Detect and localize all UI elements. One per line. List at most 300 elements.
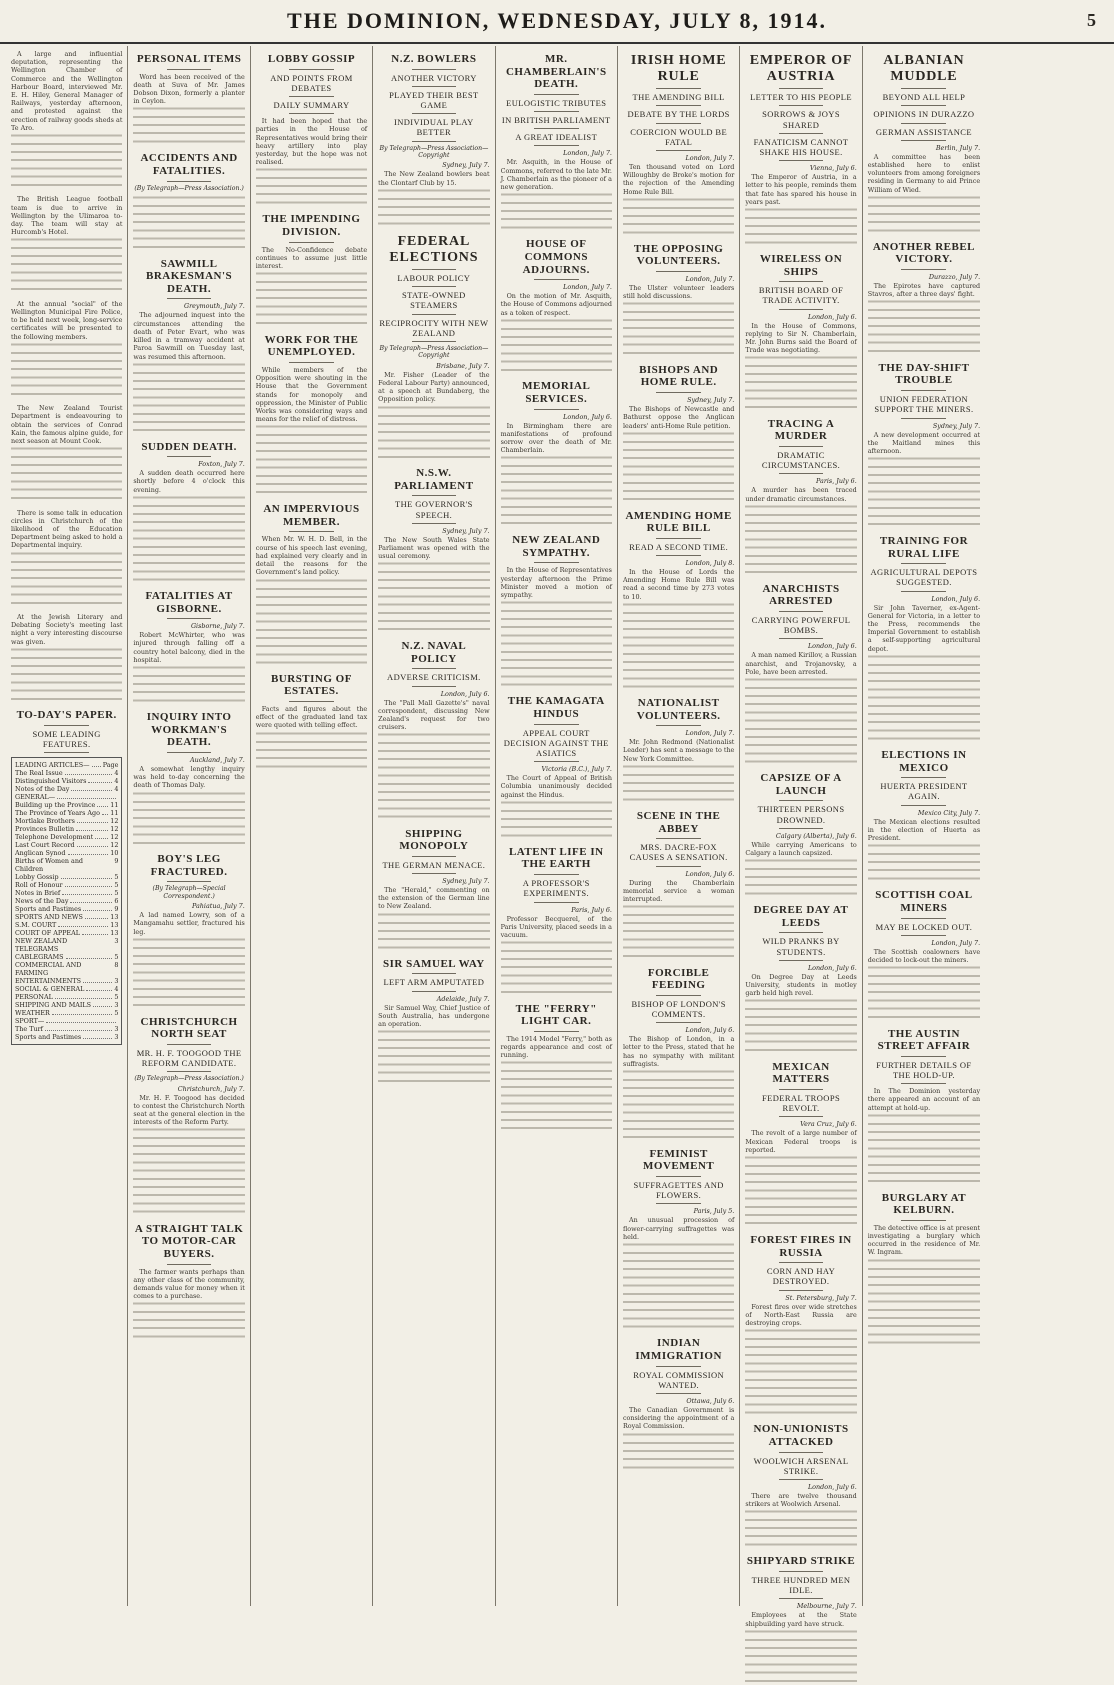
headline-rule xyxy=(289,69,334,70)
headline-rule xyxy=(901,1056,946,1057)
index-label: SHIPPING AND MAILS xyxy=(15,1001,91,1010)
subheadline-rule xyxy=(534,145,579,146)
column-1 xyxy=(6,46,128,1606)
index-page: 11 xyxy=(110,801,119,810)
headline-rule xyxy=(779,1089,824,1090)
index-label: Roll of Honour xyxy=(15,881,63,890)
story-headline: NEW ZEALAND SYMPATHY. xyxy=(512,534,601,559)
story-body: Mr. Fisher (Leader of the Federal Labour Party) announced, at a speech at Bundaberg, the Opposition policy. xyxy=(378,370,490,404)
subheadline-rule xyxy=(656,105,701,106)
headline-rule xyxy=(779,446,824,447)
story-headline: ELECTIONS IN MEXICO xyxy=(881,748,967,774)
index-label: NEW ZEALAND TELEGRAMS xyxy=(15,937,68,954)
story-body: The revolt of a large number of Mexican Federal troops is reported. xyxy=(745,1129,857,1154)
continued-text xyxy=(133,790,244,847)
index-leader xyxy=(88,777,112,783)
headline-rule xyxy=(779,932,824,933)
news-story xyxy=(501,695,612,839)
story-dateline: London, July 6. xyxy=(807,1483,857,1491)
subheadline-rule xyxy=(412,286,457,287)
subheadline-rule xyxy=(901,140,946,141)
story-dateline: London, July 7. xyxy=(563,283,612,292)
subheadline-rule xyxy=(656,1203,701,1204)
index-page: 4 xyxy=(114,777,119,786)
index-label: Provinces Bulletin xyxy=(15,825,75,834)
index-leader xyxy=(52,1009,113,1015)
continued-text xyxy=(256,730,367,771)
story-headline: SCENE IN THE ABBEY xyxy=(636,809,721,835)
headline-rule xyxy=(534,1031,579,1032)
story-dateline: Melbourne, July 7. xyxy=(796,1602,857,1611)
story-subheadline: ADVERSE CRITICISM. xyxy=(387,672,481,683)
news-story xyxy=(133,590,244,705)
headline-rule xyxy=(534,562,579,563)
index-leader xyxy=(62,889,112,895)
story-headline: N.Z. BOWLERS xyxy=(391,53,477,65)
story-headline: INQUIRY INTO WORKMAN'S DEATH. xyxy=(146,711,232,749)
story-headline: AMENDING HOME RULE BILL xyxy=(625,509,732,535)
headline-rule xyxy=(779,88,824,89)
index-row xyxy=(15,1025,118,1033)
continued-text xyxy=(133,494,244,584)
story-body: In Birmingham there are manifestations of profound sorrow over the death of Mr. Chamberlain. xyxy=(500,421,612,455)
continued-text xyxy=(256,166,367,207)
story-body: On the motion of Mr. Asquith, the House of Commons adjourned as a token of respect. xyxy=(500,292,612,317)
index-label: Telephone Development xyxy=(15,833,94,842)
index-page: 8 xyxy=(114,961,119,970)
index-label: The Real Issue xyxy=(15,769,63,778)
column-6 xyxy=(618,46,740,1606)
subheadline-rule xyxy=(901,105,946,106)
index-leader xyxy=(86,985,112,991)
subheadline-rule xyxy=(656,123,701,124)
continued-text xyxy=(11,236,122,293)
index-leader xyxy=(45,1025,112,1031)
story-body: The Scottish coalowners have decided to lock-out the miners. xyxy=(867,947,981,964)
index-row xyxy=(15,873,118,881)
index-label: Mortlake Brothers xyxy=(15,817,75,826)
news-story xyxy=(133,711,244,847)
story-subheadline: BRITISH BOARD OF TRADE ACTIVITY. xyxy=(758,285,844,306)
index-page: 10 xyxy=(110,849,119,858)
story-dateline: Paris, July 6. xyxy=(571,905,612,914)
story-subheadline: LEFT ARM AMPUTATED xyxy=(383,977,485,988)
column-7 xyxy=(740,46,862,1628)
headline-rule xyxy=(412,269,457,270)
story-body: The Mexican elections resulted in the election of Huerta as President. xyxy=(867,817,981,843)
continued-text xyxy=(11,341,122,398)
story-dateline: Vera Cruz, July 6. xyxy=(800,1120,857,1129)
subheadline-rule xyxy=(656,1022,701,1023)
story-headline: THE "FERRY" LIGHT CAR. xyxy=(515,1002,597,1028)
story-body: A sudden death occurred here shortly before 4 o'clock this evening. xyxy=(133,469,245,494)
index-label: Building up the Province xyxy=(15,801,96,810)
index-row xyxy=(15,1017,118,1025)
story-subheadline: A PROFESSOR'S EXPERIMENTS. xyxy=(522,878,590,899)
story-body: Sir John Taverner, ex-Agent-General for Victoria, in a letter to the Press, recommends the Imperial Government to establish a self-supporting agricultural depot. xyxy=(867,603,981,653)
headline-rule xyxy=(779,1262,824,1263)
subheadline-rule xyxy=(901,1083,946,1084)
continued-text xyxy=(623,430,734,504)
story-dateline: London, July 6. xyxy=(563,412,612,421)
continued-text xyxy=(745,354,856,411)
subheadline-rule xyxy=(779,473,824,474)
continued-text xyxy=(501,799,612,840)
continued-text xyxy=(623,1431,734,1472)
story-subheadline: THE GOVERNOR'S SPEECH. xyxy=(395,499,473,520)
subheadline-rule xyxy=(412,686,457,687)
subheadline-rule xyxy=(779,1290,824,1291)
subheadline-rule xyxy=(779,638,824,639)
story-dateline: Calgary (Alberta), July 6. xyxy=(775,831,857,840)
subheadline-rule xyxy=(656,555,701,556)
story-headline: NON-UNIONISTS ATTACKED xyxy=(753,1423,849,1448)
subheadline-rule xyxy=(412,523,457,524)
story-subheadline: MRS. DACRE-FOX CAUSES A SENSATION. xyxy=(629,842,728,863)
continued-text xyxy=(745,1628,856,1685)
story-body: A new development occurred at the Maitland mines this afternoon. xyxy=(867,430,981,455)
story-body: During the Chamberlain memorial service a woman interrupted. xyxy=(622,878,735,903)
index-page: 3 xyxy=(114,1001,119,1010)
story-subheadline: FURTHER DETAILS OF THE HOLD-UP. xyxy=(876,1059,972,1080)
subheadline-rule xyxy=(412,141,457,142)
continued-text xyxy=(378,1028,489,1085)
news-story xyxy=(623,243,734,358)
press-credit: (By Telegraph—Press Association.) xyxy=(134,1075,244,1083)
headline-rule xyxy=(656,725,701,726)
subheadline-rule xyxy=(289,96,334,97)
story-dateline: Christchurch, July 7. xyxy=(177,1084,245,1093)
story-body: There is some talk in education circles in Christchurch of the likelihood of the Education Department being asked to hold a Departmental inquiry. xyxy=(11,508,123,550)
headline-rule xyxy=(901,88,946,89)
story-dateline: London, July 6. xyxy=(807,642,857,651)
continued-text xyxy=(11,445,122,502)
index-row xyxy=(15,841,118,849)
index-page: 4 xyxy=(114,985,119,994)
news-story xyxy=(256,673,367,771)
subheadline-rule xyxy=(901,123,946,124)
story-dateline: Paris, July 5. xyxy=(693,1207,735,1216)
headline-rule xyxy=(534,724,579,725)
story-body: Mr. H. F. Toogood has decided to contest the Christchurch North seat at the general election in the interests of the Reform Party. xyxy=(133,1093,245,1127)
index-page: 13 xyxy=(110,921,119,930)
index-label: LEADING ARTICLES— xyxy=(15,761,90,770)
story-subheadline: UNION FEDERATION SUPPORT THE MINERS. xyxy=(874,394,974,415)
index-label: Sports and Pastimes xyxy=(15,1033,82,1042)
story-headline: FATALITIES AT GISBORNE. xyxy=(145,589,233,615)
story-body: While carrying Americans to Calgary a launch capsized. xyxy=(745,840,857,857)
continued-text xyxy=(868,1257,980,1347)
index-row xyxy=(15,1001,118,1009)
column-3 xyxy=(251,46,373,1606)
index-row xyxy=(15,913,118,921)
story-headline: FOREST FIRES IN RUSSIA xyxy=(750,1233,852,1259)
story-headline: A STRAIGHT TALK TO MOTOR-CAR BUYERS. xyxy=(134,1222,244,1260)
story-body: A lad named Lowry, son of a Mangamahu settler, fractured his leg. xyxy=(133,911,245,936)
continued-text xyxy=(378,560,489,634)
index-row xyxy=(15,817,118,825)
subheadline-rule xyxy=(779,1479,824,1480)
index-label: CABLEGRAMS xyxy=(15,953,64,962)
story-body: Mr. John Redmond (Nationalist Leader) has sent a message to the New York Committee. xyxy=(622,738,735,763)
headline-rule xyxy=(656,995,701,996)
story-headline: BOY'S LEG FRACTURED. xyxy=(150,852,228,878)
index-page: 5 xyxy=(114,1009,119,1018)
story-body: The British League football team is due to arrive in Wellington by the Ulimaroa to-day. The team will stay at Hurcomb's Hotel. xyxy=(11,195,123,237)
continued-text xyxy=(133,105,244,146)
story-subheadline: SOME LEADING FEATURES. xyxy=(32,728,101,750)
news-story xyxy=(378,467,489,634)
subheadline-rule xyxy=(412,991,457,992)
news-story xyxy=(501,53,612,232)
story-body: A man named Kirillov, a Russian anarchist, and Trojanovsky, a Pole, have been arrested. xyxy=(745,651,857,676)
index-label: Births of Women and Children xyxy=(15,857,84,874)
subheadline-rule xyxy=(412,113,457,114)
news-story xyxy=(256,213,367,327)
story-body: In The Dominion yesterday there appeared an account of an attempt at hold-up. xyxy=(867,1087,981,1112)
index-page: 11 xyxy=(110,809,119,818)
news-story xyxy=(623,1337,734,1471)
news-story xyxy=(623,510,734,691)
story-dateline: Mexico City, July 7. xyxy=(917,808,981,817)
continued-text xyxy=(623,903,734,960)
index-page: 12 xyxy=(110,817,119,826)
index-leader xyxy=(102,809,108,815)
subheadline-rule xyxy=(901,805,946,806)
news-story xyxy=(133,1016,244,1217)
subheadline-rule xyxy=(779,133,824,134)
subheadline-rule xyxy=(412,873,457,874)
index-page: 5 xyxy=(114,889,119,898)
story-body: The 1914 Model "Ferry," both as regards appearance and cost of running. xyxy=(500,1034,612,1060)
story-subheadline: LABOUR POLICY xyxy=(397,273,471,284)
continued-text xyxy=(133,194,244,251)
subheadline-rule xyxy=(534,128,579,129)
story-dateline: Ottawa, July 6. xyxy=(686,1396,735,1405)
story-body: The Epirotes have captured Stavros, after a three days' fight. xyxy=(867,282,981,299)
story-body: The Bishops of Newcastle and Bathurst oppose the Anglican leaders' anti-Home Rule petition. xyxy=(622,405,735,430)
headline-rule xyxy=(167,1044,212,1045)
index-leader xyxy=(71,785,112,791)
story-dateline: Durazzo, July 7. xyxy=(928,273,981,282)
continued-text xyxy=(745,503,856,577)
index-row xyxy=(15,1009,118,1017)
newspaper-columns xyxy=(6,46,1108,1628)
column-5 xyxy=(496,46,618,1606)
continued-text xyxy=(501,317,612,374)
news-story xyxy=(745,418,856,577)
index-row xyxy=(15,825,118,833)
story-subheadline: WOOLWICH ARSENAL STRIKE. xyxy=(753,1455,849,1476)
news-story xyxy=(501,534,612,689)
index-row xyxy=(15,769,118,777)
headline-rule xyxy=(901,777,946,778)
headline-rule xyxy=(779,1571,824,1572)
story-body: The New South Wales State Parliament was opened with the usual ceremony. xyxy=(378,535,490,561)
index-page: 3 xyxy=(114,977,119,986)
index-label: GENERAL— xyxy=(15,793,56,802)
press-credit: By Telegraph—Press Association—Copyright xyxy=(379,344,489,360)
index-leader xyxy=(97,801,108,807)
story-body: The "Herald," commenting on the extension of the German line to New Zealand. xyxy=(378,886,490,911)
index-leader xyxy=(57,793,116,799)
subheadline-rule xyxy=(44,752,89,753)
news-story xyxy=(11,195,122,293)
news-story xyxy=(623,697,734,804)
story-body: An unusual procession of flower-carrying suffragettes was held. xyxy=(622,1216,735,1241)
index-row xyxy=(15,785,118,793)
index-row xyxy=(15,793,118,801)
subheadline-rule xyxy=(779,1598,824,1599)
index-row xyxy=(15,977,118,985)
story-dateline: London, July 6. xyxy=(931,594,981,603)
masthead xyxy=(0,0,1114,44)
news-story xyxy=(256,503,367,666)
headline-rule xyxy=(167,618,212,619)
story-subheadline: A GREAT IDEALIST xyxy=(515,132,598,143)
story-subheadline: APPEAL COURT DECISION AGAINST THE ASIATICS xyxy=(503,727,609,759)
story-body: The detective office is at present investigating a burglary which occurred in the residence of Mr. W. Ingram. xyxy=(867,1223,981,1257)
subheadline-rule xyxy=(412,341,457,342)
news-story xyxy=(745,772,856,898)
continued-text xyxy=(868,1112,980,1186)
column-4 xyxy=(373,46,495,1606)
headline-rule xyxy=(901,918,946,919)
story-subheadline: LETTER TO HIS PEOPLE xyxy=(750,92,852,103)
story-subheadline: AGRICULTURAL DEPOTS SUGGESTED. xyxy=(870,567,978,588)
subheadline-rule xyxy=(779,309,824,310)
index-row xyxy=(15,889,118,897)
story-body: Employees at the State shipbuilding yard have struck. xyxy=(745,1611,857,1628)
page-number: 5 xyxy=(1087,10,1096,30)
index-leader xyxy=(61,873,113,879)
headline-rule xyxy=(412,69,457,70)
headline-rule xyxy=(412,856,457,857)
news-story xyxy=(133,258,244,435)
story-subheadline: RECIPROCITY WITH NEW ZEALAND xyxy=(379,317,489,338)
story-dateline: Sydney, July 7. xyxy=(442,161,490,170)
index-row xyxy=(15,761,118,769)
story-subheadline: OPINIONS IN DURAZZO xyxy=(873,109,975,120)
headline-rule xyxy=(779,1452,824,1453)
index-row xyxy=(15,953,118,961)
story-dateline: Brisbane, July 7. xyxy=(436,361,490,370)
story-dateline: Greymouth, July 7. xyxy=(183,302,245,311)
index-page: 3 xyxy=(114,1033,119,1042)
story-subheadline: ROYAL COMMISSION WANTED. xyxy=(633,1369,725,1390)
story-body: The New Zealand Tourist Department is endeavouring to obtain the services of Conrad Kain, the famous alpine guide, for next season at Mount Cook. xyxy=(11,404,123,446)
story-body: When Mr. W. H. D. Bell, in the course of his speech last evening, had explained very clearly and in detail the reasons for the Government's land policy. xyxy=(255,535,368,577)
story-dateline: London, July 6. xyxy=(685,1026,735,1035)
index-label: COURT OF APPEAL xyxy=(15,929,80,938)
index-row xyxy=(15,833,118,841)
story-headline: BURGLARY AT KELBURN. xyxy=(881,1191,967,1217)
news-story xyxy=(133,152,244,251)
story-headline: FORCIBLE FEEDING xyxy=(647,966,710,992)
news-story xyxy=(256,53,367,207)
story-headline: NATIONALIST VOLUNTEERS. xyxy=(636,696,721,722)
index-label: PERSONAL xyxy=(15,993,53,1002)
story-headline: WIRELESS ON SHIPS xyxy=(759,252,843,278)
index-row xyxy=(15,1033,118,1041)
story-dateline: Adelaide, July 7. xyxy=(436,994,490,1003)
story-body: The Bishop of London, in a letter to the Press, stated that he has no sympathy with militant suffragists. xyxy=(622,1035,735,1068)
continued-text xyxy=(868,298,980,355)
story-dateline: Berlin, July 7. xyxy=(935,143,981,152)
headline-rule xyxy=(289,701,334,702)
index-label: Distinguished Visitors xyxy=(15,777,87,786)
index-leader xyxy=(58,921,108,927)
story-headline: N.S.W. PARLIAMENT xyxy=(394,467,474,492)
news-story xyxy=(11,404,122,502)
headline-rule xyxy=(779,281,824,282)
story-headline: IRISH HOME RULE xyxy=(630,53,727,85)
index-leader xyxy=(85,913,108,919)
index-label: Last Court Record xyxy=(15,841,75,850)
index-label: SPORT— xyxy=(15,1017,45,1026)
continued-text xyxy=(133,1126,244,1216)
news-story xyxy=(11,709,122,1045)
index-row xyxy=(15,985,118,993)
continued-text xyxy=(378,731,489,821)
index-leader xyxy=(66,953,113,959)
news-story xyxy=(745,253,856,412)
news-story xyxy=(378,958,489,1086)
news-story xyxy=(745,1061,856,1228)
story-subheadline: FEDERAL TROOPS REVOLT. xyxy=(761,1093,841,1114)
index-page: 9 xyxy=(114,905,119,914)
continued-text xyxy=(745,1327,856,1417)
news-story xyxy=(623,1148,734,1331)
index-page: 5 xyxy=(114,953,119,962)
news-story xyxy=(745,583,856,766)
story-body: A somewhat lengthy inquiry was held to-day concerning the death of Thomas Daly. xyxy=(133,764,245,790)
news-story xyxy=(11,300,122,398)
story-dateline: Victoria (B.C.), July 7. xyxy=(541,765,612,774)
news-story xyxy=(501,380,612,528)
index-page: 13 xyxy=(110,929,119,938)
subheadline-rule xyxy=(656,1393,701,1394)
index-row xyxy=(15,937,118,953)
headline-rule xyxy=(167,69,212,70)
story-body: The adjourned inquest into the circumstances attending the death of Peter Evart, who was killed in a tramway accident at Paroa Sawmill on Tuesday last, was resumed this afternoon. xyxy=(133,311,245,361)
story-dateline: Pahiatua, July 7. xyxy=(191,902,245,911)
news-story xyxy=(133,441,244,584)
headline-rule xyxy=(901,390,946,391)
story-dateline: Sydney, July 7. xyxy=(932,421,981,430)
continued-text xyxy=(133,361,244,435)
index-label: Notes in Brief xyxy=(15,889,61,898)
story-body: At the annual "social" of the Wellington Municipal Fire Police, to be held next week, long-service certificates will be presented to the following members. xyxy=(11,299,123,341)
headline-rule xyxy=(901,563,946,564)
subheadline-rule xyxy=(779,828,824,829)
story-headline: LATENT LIFE IN THE EARTH xyxy=(508,845,604,871)
story-headline: CHRISTCHURCH NORTH SEAT xyxy=(140,1015,238,1041)
news-story xyxy=(501,238,612,374)
story-headline: BISHOPS AND HOME RULE. xyxy=(639,363,719,389)
index-page: 5 xyxy=(114,873,119,882)
continued-text xyxy=(256,577,367,667)
news-story xyxy=(745,1555,856,1685)
index-leader xyxy=(83,977,112,983)
continued-text xyxy=(623,1241,734,1331)
story-dateline: London, July 6. xyxy=(440,689,490,698)
index-page: 9 xyxy=(114,857,119,866)
story-subheadline: INDIVIDUAL PLAY BETTER xyxy=(393,117,474,138)
headline-rule xyxy=(656,392,701,393)
index-leader xyxy=(83,1033,112,1039)
story-headline: ALBANIAN MUDDLE xyxy=(883,53,965,85)
